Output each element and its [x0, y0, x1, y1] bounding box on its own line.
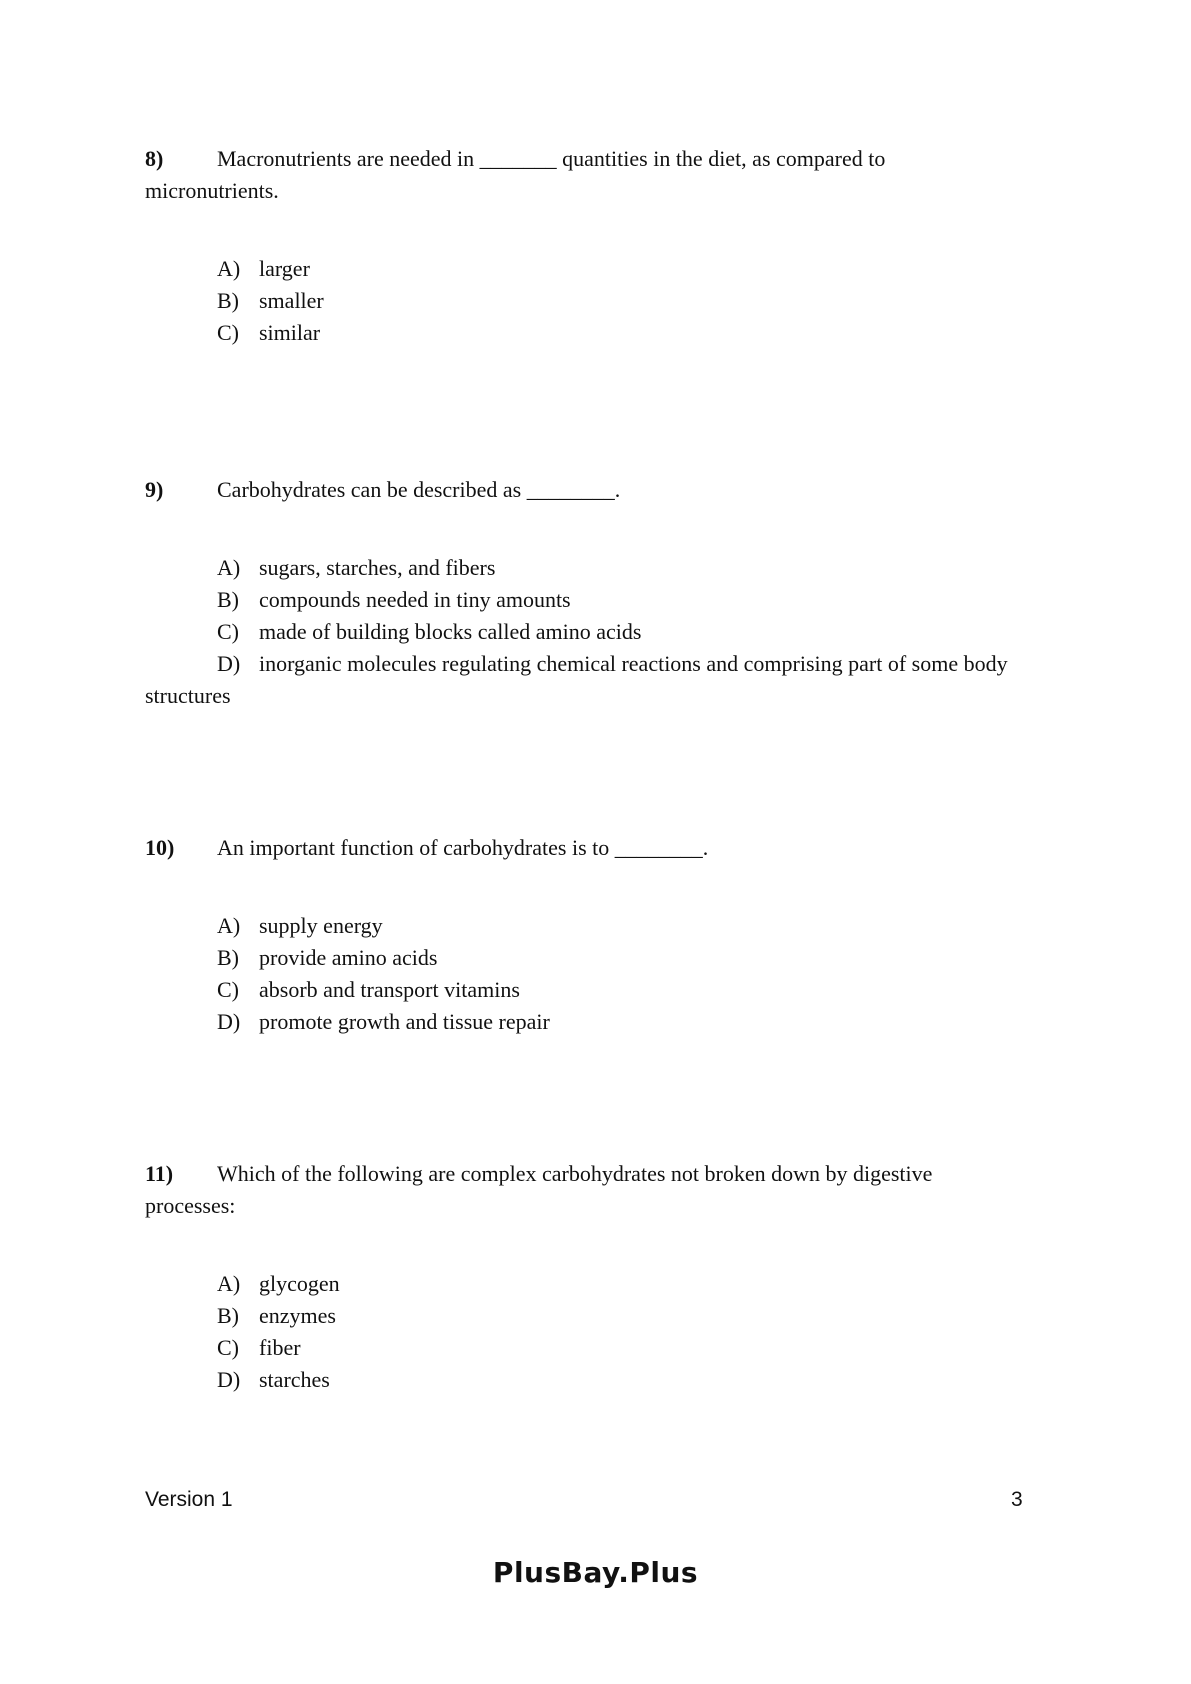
- option-text: provide amino acids: [259, 945, 438, 970]
- question-number: 9): [145, 477, 164, 502]
- answer-options: [145, 910, 1105, 1038]
- answer-option-a: [145, 552, 1105, 584]
- answer-options: [145, 253, 1105, 349]
- option-letter: B): [217, 288, 239, 313]
- option-letter: C): [217, 320, 239, 345]
- question-text-continued: processes:: [145, 1193, 236, 1218]
- answer-option-b: [145, 285, 1105, 317]
- answer-option-a: [145, 910, 1105, 942]
- footer-version: Version 1: [145, 1488, 233, 1511]
- question-text: Carbohydrates can be described as ________.: [217, 477, 621, 502]
- question-10: [145, 832, 1105, 1038]
- option-text: larger: [259, 256, 310, 281]
- option-letter: C): [217, 1335, 239, 1360]
- option-letter: B): [217, 945, 239, 970]
- option-letter: A): [217, 1271, 241, 1296]
- answer-option-a: [145, 253, 1105, 285]
- option-letter: A): [217, 555, 241, 580]
- question-stem: [145, 1158, 1105, 1190]
- question-text-continued: micronutrients.: [145, 178, 279, 203]
- answer-option-b: [145, 584, 1105, 616]
- option-text: supply energy: [259, 913, 383, 938]
- watermark: PlusBay.Plus: [492, 1556, 699, 1589]
- answer-option-c: [145, 1332, 1105, 1364]
- answer-option-c: [145, 317, 1105, 349]
- option-letter: B): [217, 1303, 239, 1328]
- question-text: Macronutrients are needed in _______ quantities in the diet, as compared to: [217, 146, 886, 171]
- option-text: smaller: [259, 288, 324, 313]
- answer-options: [145, 552, 1105, 712]
- option-text: made of building blocks called amino acids: [259, 619, 642, 644]
- option-text: glycogen: [259, 1271, 340, 1296]
- question-9: [145, 474, 1105, 712]
- answer-option-c: [145, 616, 1105, 648]
- option-letter: C): [217, 977, 239, 1002]
- option-text: sugars, starches, and fibers: [259, 555, 496, 580]
- question-stem: [145, 832, 1105, 864]
- answer-option-b: [145, 1300, 1105, 1332]
- option-text: similar: [259, 320, 321, 345]
- option-text: inorganic molecules regulating chemical reactions and comprising part of some body: [259, 651, 1008, 676]
- option-letter: C): [217, 619, 239, 644]
- answer-option-c: [145, 974, 1105, 1006]
- answer-option-b: [145, 942, 1105, 974]
- option-text: enzymes: [259, 1303, 336, 1328]
- answer-option-d: [145, 648, 1105, 680]
- question-number: 10): [145, 835, 175, 860]
- answer-options: [145, 1268, 1105, 1396]
- option-letter: D): [217, 1367, 241, 1392]
- option-text: starches: [259, 1367, 330, 1392]
- option-text: compounds needed in tiny amounts: [259, 587, 571, 612]
- option-text: fiber: [259, 1335, 301, 1360]
- option-letter: B): [217, 587, 239, 612]
- question-text: An important function of carbohydrates is to ________.: [217, 835, 709, 860]
- question-number: 11): [145, 1161, 174, 1186]
- question-stem: [145, 143, 1105, 175]
- option-text: promote growth and tissue repair: [259, 1009, 550, 1034]
- answer-option-a: [145, 1268, 1105, 1300]
- question-stem: [145, 474, 1105, 506]
- option-letter: A): [217, 913, 241, 938]
- question-8: [145, 143, 1105, 349]
- option-text-continued: structures: [145, 683, 231, 708]
- answer-option-d: [145, 1006, 1105, 1038]
- option-letter: D): [217, 651, 241, 676]
- question-number: 8): [145, 146, 164, 171]
- footer-page-number: 3: [1011, 1488, 1023, 1511]
- answer-option-d: [145, 1364, 1105, 1396]
- option-text: absorb and transport vitamins: [259, 977, 520, 1002]
- question-11: [145, 1158, 1105, 1396]
- option-letter: D): [217, 1009, 241, 1034]
- option-letter: A): [217, 256, 241, 281]
- question-text: Which of the following are complex carbohydrates not broken down by digestive: [217, 1161, 933, 1186]
